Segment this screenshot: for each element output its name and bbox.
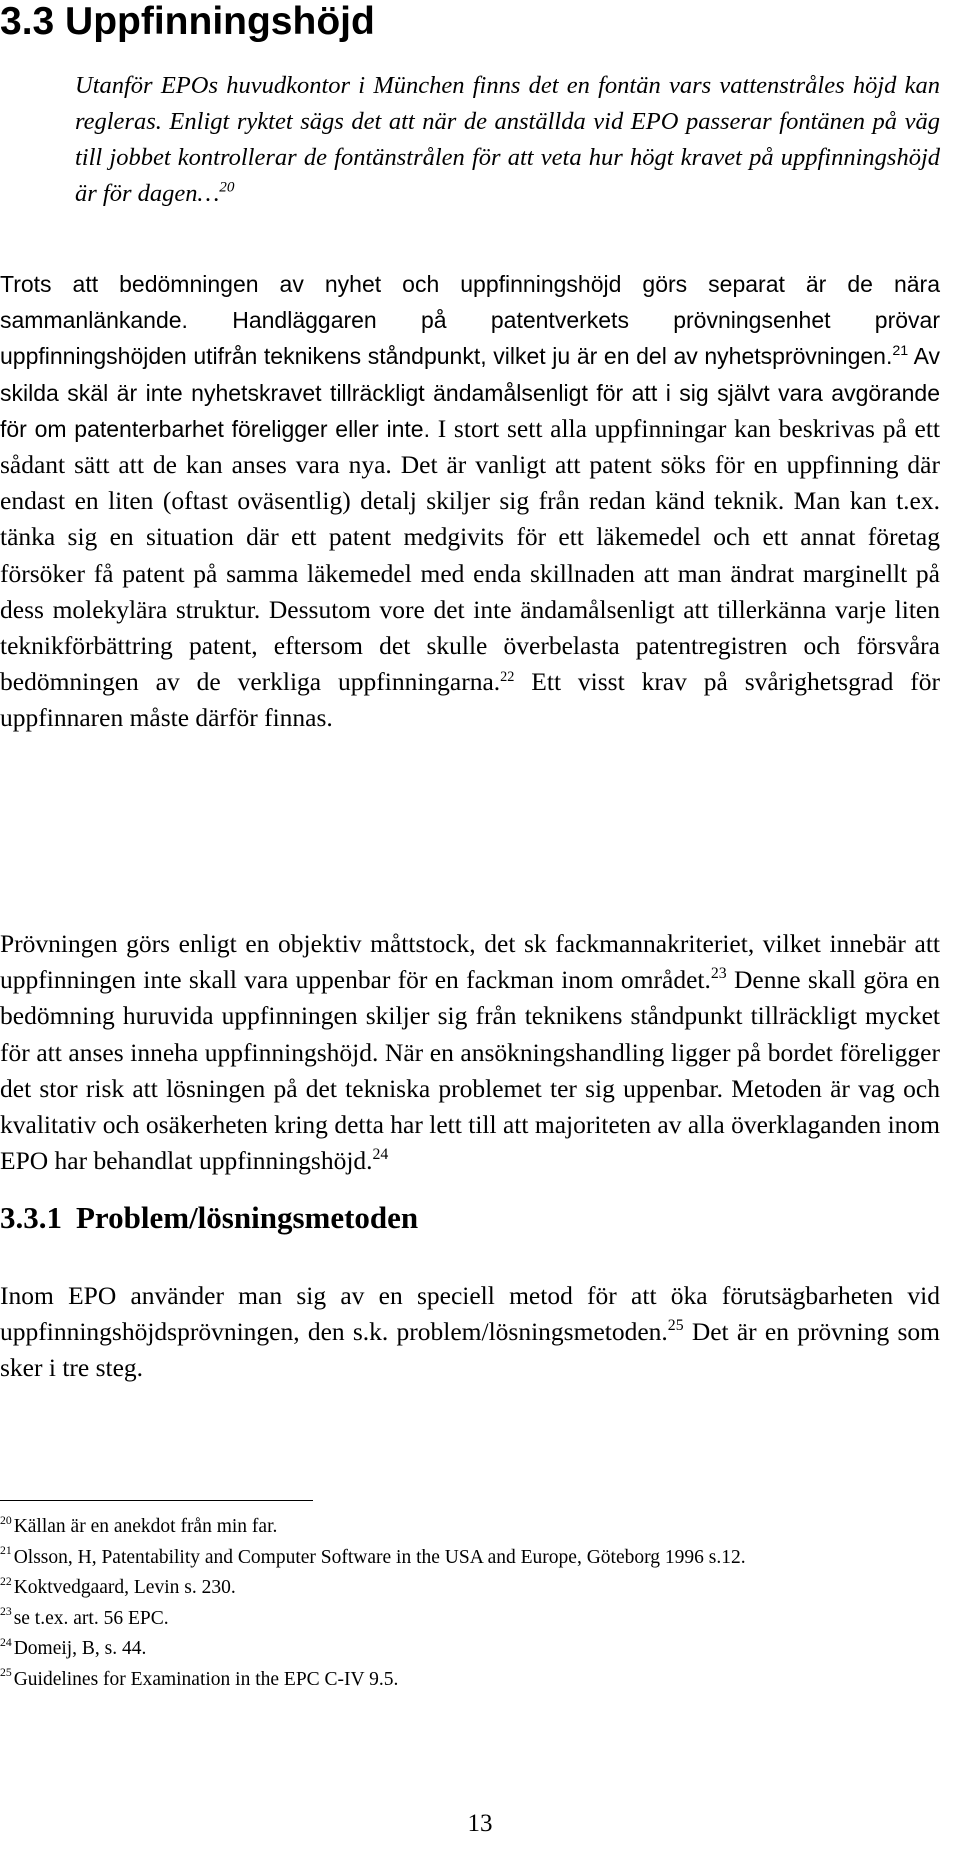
footnote-ref-23[interactable]: 23 (710, 965, 727, 983)
footnote-number: 23 (0, 1605, 12, 1619)
paragraph-text: I stort sett alla uppfinningar kan beskrivas på ett sådant sätt att de kan anses vara nya. Det är vanligt att patent söks för en uppfinning där endast en liten (oftast oväsentlig) detalj skiljer sig från redan känd teknik. Man kan t.ex. tänka sig en situation där ett patent medgivits för ett läkemedel och ett annat företag försöker få patent på samma läkemedel med enda skillnaden att man ändrat marginellt på dess molekylära struktur. Dessutom vore det inte ändamålsenligt att tillerkänna varje liten teknikförbättring patent, eftersom det skulle överbelasta patentregistren och försvåra bedömningen av de verkliga uppfinningarna. (0, 413, 940, 697)
paragraph-text: Det är en prövning som sker i tre steg. (0, 1317, 940, 1383)
footnote-number: 25 (0, 1666, 12, 1680)
footnote-20 (0, 1512, 940, 1543)
paragraph-text: Prövningen görs enligt en objektiv måttstock, det sk fackmannakriteriet, vilket innebär att uppfinningen inte skall vara uppenbar för en fackman inom området. (0, 929, 940, 995)
footnote-23 (0, 1604, 940, 1635)
quote-text: Utanför EPOs huvudkontor i München finns det en fontän vars vattenstråles höjd kan regleras. Enligt ryktet sägs det att när de anställda vid EPO passerar fontänen på väg till jobbet kontrollerar de fontänstrålen för att veta hur högt kravet på uppfinningshöjd är för dagen… (75, 72, 940, 207)
footnote-24 (0, 1634, 940, 1665)
footnote-text: Guidelines for Examination in the EPC C-IV 9.5. (13, 1668, 399, 1690)
footnote-text: Koktvedgaard, Levin s. 230. (13, 1577, 236, 1598)
paragraph-method (0, 1278, 940, 1387)
footnote-number: 21 (0, 1544, 12, 1558)
paragraph-text: Ett visst krav på svårighetsgrad för uppfinnaren måste därför finnas. (0, 667, 941, 733)
footnote-22 (0, 1573, 940, 1604)
footnotes-list (0, 1512, 940, 1695)
paragraph-text: Denne skall göra en bedömning huruvida uppfinningen skiljer sig från teknikens ståndpunkt tillräckligt mycket för att anses inneha uppfinningshöjd. När en ansökningshandling ligger på bordet föreligger det stor risk att lösningen på det tekniska problemet ter sig uppenbar. Metoden är vag och kvalitativ och osäkerheten kring detta har lett till att majoriteten av alla överklaganden inom EPO har behandlat uppfinningshöjd. (0, 965, 941, 1176)
subsection-number: 3.3.1 (0, 1200, 62, 1235)
paragraph-examination (0, 926, 940, 1179)
subsection-heading (0, 1198, 940, 1238)
footnote-number: 20 (0, 1513, 12, 1527)
footnote-separator (0, 1500, 313, 1501)
page-number: 13 (467, 1810, 493, 1837)
section-heading: 3.3 Uppfinningshöjd (0, 0, 375, 43)
paragraph-text: Trots att bedömningen av nyhet och uppfinningshöjd görs separat är de nära sammanlänkande. Handläggaren på patentverkets prövningsenhet prövar uppfinningshöjden utifrån teknikens ståndpunkt, vilket ju är en del av nyhetsprövningen. (0, 271, 940, 370)
footnote-25 (0, 1665, 940, 1696)
footnote-number: 24 (0, 1635, 12, 1649)
footnote-number: 22 (0, 1574, 12, 1588)
footnote-ref-21[interactable]: 21 (892, 343, 909, 360)
footnote-ref-20[interactable]: 20 (219, 178, 235, 196)
epigraph-quote (75, 68, 940, 212)
paragraph-novelty (0, 266, 940, 737)
footnote-ref-25[interactable]: 25 (667, 1317, 684, 1335)
footnote-ref-24[interactable]: 24 (372, 1146, 389, 1164)
paragraph-text: Av skilda skäl är inte nyhetskravet tillräckligt ändamålsenligt för att i sig självt vara avgörande för om patenterbarhet föreligger eller inte. (0, 343, 940, 442)
footnote-ref-22[interactable]: 22 (500, 669, 515, 686)
paragraph-text: Inom EPO använder man sig av en speciell metod för att öka förutsägbarheten vid uppfinningshöjdsprövningen, den s.k. problem/lösningsmetoden. (0, 1281, 940, 1347)
footnote-text: se t.ex. art. 56 EPC. (13, 1607, 169, 1629)
subsection-title: Problem/lösningsmetoden (76, 1200, 419, 1235)
footnote-text: Domeij, B, s. 44. (13, 1638, 147, 1659)
footnote-text: Olsson, H, Patentability and Computer Software in the USA and Europe, Göteborg 1996 s.12. (13, 1546, 746, 1568)
footnote-21 (0, 1543, 940, 1574)
footnote-text: Källan är en anekdot från min far. (13, 1516, 278, 1537)
